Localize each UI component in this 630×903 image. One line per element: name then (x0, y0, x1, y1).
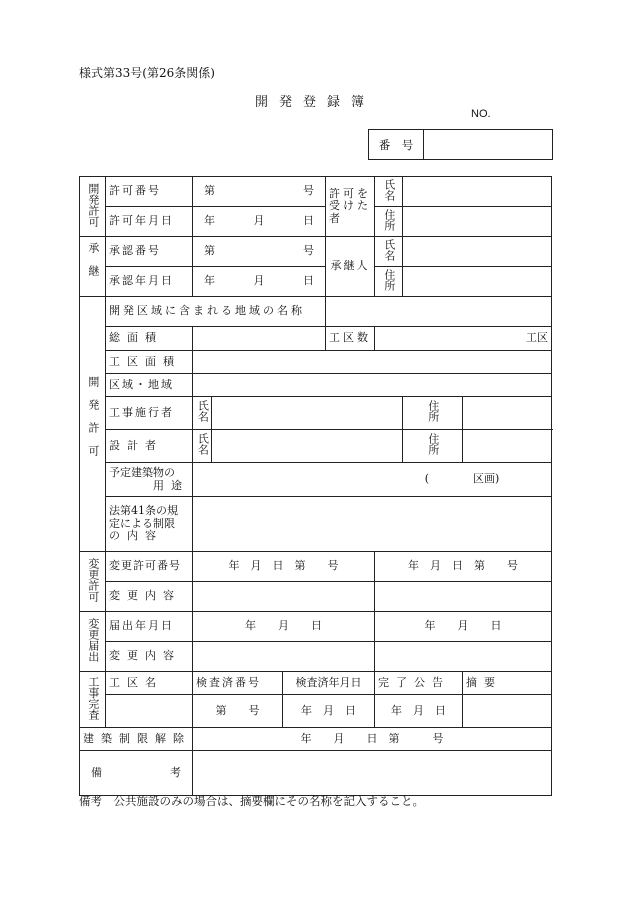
district-name-header: 工区名 (106, 672, 193, 695)
notice-date-entry-1[interactable]: 年 月 日 (193, 612, 375, 642)
designer-label: 設計者 (106, 430, 193, 463)
remarks-field[interactable] (463, 695, 552, 728)
permit-holder-label: 許可を受けた者 (326, 177, 375, 237)
permit-holder-address-field[interactable] (403, 207, 552, 237)
planned-building-use-label: 予定建築物の 用途 (106, 463, 193, 497)
notice-content-label: 変更内容 (106, 642, 193, 672)
no-label: NO. (471, 108, 491, 120)
successor-name-label: 氏名 (375, 237, 403, 267)
section-development-permit: 開発許可 (80, 177, 106, 237)
successor-address-label: 住所 (375, 267, 403, 297)
permit-holder-address-label: 住所 (375, 207, 403, 237)
area-name-field[interactable] (326, 297, 552, 327)
district-area-field[interactable] (193, 351, 552, 374)
section-development-main: 開発許可 (80, 297, 106, 552)
section-change-permit: 変更許可 (80, 552, 106, 612)
inspection-number-field[interactable]: 第 号 (193, 695, 283, 728)
inspection-date-header: 検査済年月日 (283, 672, 375, 695)
approval-date-field[interactable]: 年 月 日 (193, 267, 326, 297)
change-permit-content-label: 変更内容 (106, 582, 193, 612)
completion-notice-header: 完了公告 (375, 672, 463, 695)
change-permit-entry-2[interactable]: 年 月 日 第 号 (375, 552, 552, 582)
registration-number-box (368, 129, 553, 160)
notice-date-label: 届出年月日 (106, 612, 193, 642)
form-number-label: 様式第33号(第26条関係) (79, 66, 215, 80)
building-restriction-field[interactable]: 年 月 日 第 号 (193, 728, 552, 751)
building-restriction-label: 建築制限解除 (80, 728, 193, 751)
change-permit-entry-1[interactable]: 年 月 日 第 号 (193, 552, 375, 582)
notice-content-1[interactable] (193, 642, 375, 672)
planned-building-use-field[interactable]: ( 区画) (193, 463, 552, 497)
contractor-label: 工事施行者 (106, 397, 193, 430)
remarks-header: 摘要 (463, 672, 552, 695)
successor-label: 承継人 (326, 237, 375, 297)
permit-holder-name-field[interactable] (403, 177, 552, 207)
change-permit-number-label: 変更許可番号 (106, 552, 193, 582)
change-permit-content-2[interactable] (375, 582, 552, 612)
designer-name-label: 氏名 (193, 430, 212, 463)
development-register-table (79, 176, 552, 796)
total-area-label: 総面積 (106, 327, 193, 351)
zone-field[interactable] (193, 374, 552, 397)
completion-notice-field[interactable]: 年 月 日 (375, 695, 463, 728)
designer-name-field[interactable] (212, 430, 403, 463)
total-area-field[interactable] (193, 327, 326, 351)
permit-holder-name-label: 氏名 (375, 177, 403, 207)
notice-date-entry-2[interactable]: 年 月 日 (375, 612, 552, 642)
permit-date-label: 許可年月日 (106, 207, 193, 237)
registration-number-label: 番 号 (369, 130, 424, 160)
contractor-address-label: 住所 (403, 397, 463, 430)
change-permit-content-1[interactable] (193, 582, 375, 612)
contractor-address-field[interactable] (463, 397, 552, 430)
successor-address-field[interactable] (403, 267, 552, 297)
permit-number-field[interactable]: 第 号 (193, 177, 326, 207)
contractor-name-label: 氏名 (193, 397, 212, 430)
registration-number-field[interactable] (424, 130, 553, 160)
approval-number-field[interactable]: 第 号 (193, 237, 326, 267)
approval-date-label: 承認年月日 (106, 267, 193, 297)
inspection-number-header: 検査済番号 (193, 672, 283, 695)
article41-field[interactable] (193, 497, 552, 552)
area-name-label: 開発区域に含まれる地域の名称 (106, 297, 326, 327)
document-title: 開発登録簿 (254, 95, 375, 110)
inspection-date-field[interactable]: 年 月 日 (283, 695, 375, 728)
footnote: 備考 公共施設のみの場合は、摘要欄にその名称を記入すること。 (79, 794, 424, 808)
section-succession: 承継 (80, 237, 106, 297)
notes-label: 備 考 (80, 751, 193, 796)
permit-date-field[interactable]: 年 月 日 (193, 207, 326, 237)
district-count-label: 工区数 (326, 327, 375, 351)
successor-name-field[interactable] (403, 237, 552, 267)
article41-label: 法第41条の規 定による制限 の内容 (106, 497, 193, 552)
designer-address-field[interactable] (463, 430, 552, 463)
approval-number-label: 承認番号 (106, 237, 193, 267)
notice-content-2[interactable] (375, 642, 552, 672)
section-completion-inspection: 工事完査 (80, 672, 106, 728)
district-name-field[interactable] (106, 695, 193, 728)
designer-address-label: 住所 (403, 430, 463, 463)
zone-label: 区域・地域 (106, 374, 193, 397)
district-area-label: 工区面積 (106, 351, 193, 374)
section-change-notice: 変更届出 (80, 612, 106, 672)
contractor-name-field[interactable] (212, 397, 403, 430)
permit-number-label: 許可番号 (106, 177, 193, 207)
district-count-field[interactable]: 工区 (375, 327, 552, 351)
notes-field[interactable] (193, 751, 552, 796)
